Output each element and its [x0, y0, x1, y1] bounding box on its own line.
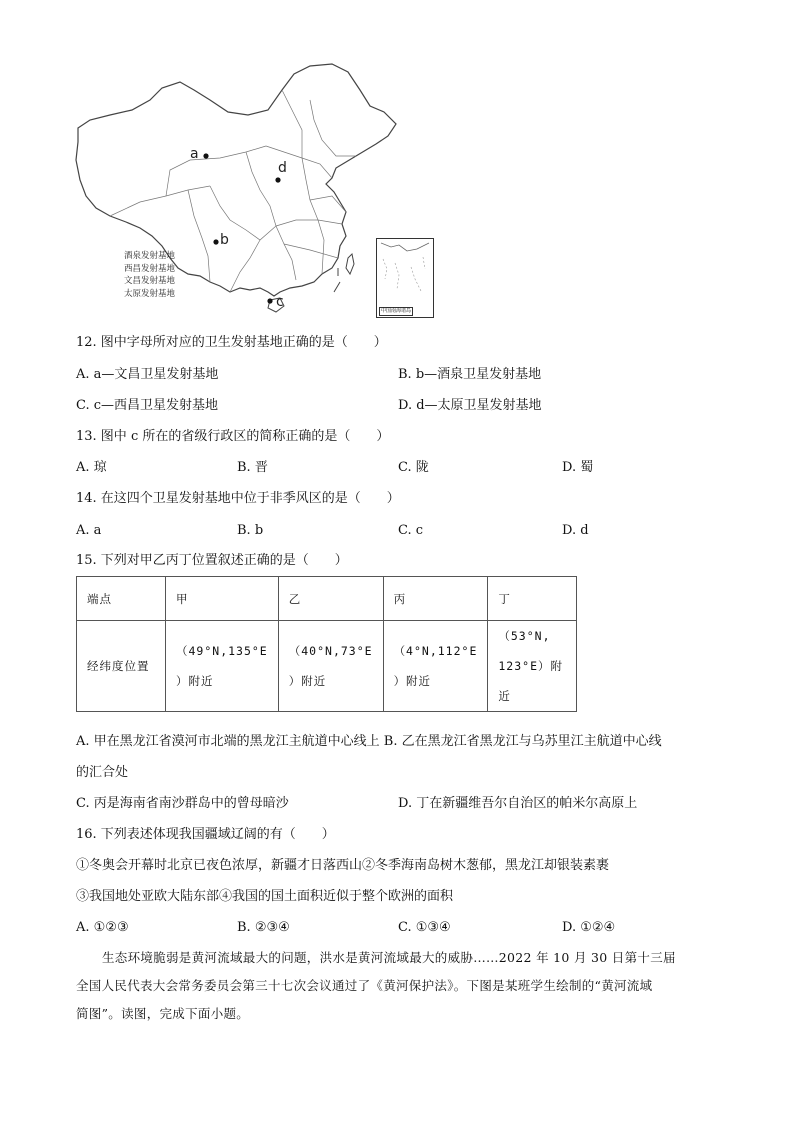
point-d: [275, 177, 280, 182]
table-header-cell: 乙: [278, 577, 383, 621]
q15-stem: 15. 下列对甲乙丙丁位置叙述正确的是（ ）: [76, 553, 348, 568]
label-c: c: [276, 294, 284, 310]
table-header-cell: 丁: [488, 577, 577, 621]
q13-option-a[interactable]: A. 琼: [76, 460, 107, 475]
legend-item: 西昌发射基地: [124, 263, 176, 274]
q12-option-d[interactable]: D. d—太原卫星发射基地: [398, 398, 542, 413]
map-legend: [124, 250, 175, 300]
q13-option-b[interactable]: B. 晋: [237, 460, 268, 475]
table-cell: （40°N,73°E ）附近: [278, 621, 383, 712]
q12-option-c[interactable]: C. c—西昌卫星发射基地: [76, 398, 219, 413]
q16-option-b[interactable]: B. ②③④: [237, 920, 290, 935]
q14-option-d[interactable]: D. d: [562, 523, 589, 538]
q16-statement-line: ③我国地处亚欧大陆东部④我国的国土面积近似于整个欧洲的面积: [76, 889, 454, 904]
q16-option-d[interactable]: D. ①②④: [562, 920, 616, 935]
q15-option-d[interactable]: D. 丁在新疆维吾尔自治区的帕米尔高原上: [398, 796, 638, 811]
q13-option-c[interactable]: C. 陇: [398, 460, 429, 475]
passage-line: 全国人民代表大会常务委员会第三十七次会议通过了《黄河保护法》。下图是某班学生绘制的“黄河流域: [76, 978, 653, 993]
q14-option-c[interactable]: C. c: [398, 523, 424, 538]
point-a: [203, 153, 208, 158]
inset-outline: [377, 239, 433, 303]
table-cell: （53°N, 123°E）附近: [488, 621, 577, 712]
table-header-cell: 丙: [383, 577, 488, 621]
q14-option-b[interactable]: B. b: [237, 523, 264, 538]
q12-option-a[interactable]: A. a—文昌卫星发射基地: [76, 367, 219, 382]
q14-stem: 14. 在这四个卫星发射基地中位于非季风区的是（ ）: [76, 491, 400, 506]
table-header-cell: 端点: [77, 577, 166, 621]
legend-item: 太原发射基地: [124, 288, 176, 299]
inset-caption: 中国南海诸岛: [381, 308, 412, 314]
q14-option-a[interactable]: A. a: [76, 523, 102, 538]
reading-passage: [76, 944, 726, 1028]
point-c: [267, 298, 272, 303]
q12-option-b[interactable]: B. b—酒泉卫星发射基地: [398, 367, 542, 382]
position-table: [76, 576, 577, 712]
china-map: [70, 60, 440, 322]
table-row-label: 经纬度位置: [77, 621, 166, 712]
table-cell: （4°N,112°E ）附近: [383, 621, 488, 712]
q16-option-a[interactable]: A. ①②③: [76, 920, 129, 935]
q13-option-d[interactable]: D. 蜀: [562, 460, 594, 475]
q16-option-c[interactable]: C. ①③④: [398, 920, 451, 935]
label-a: a: [190, 146, 199, 162]
label-d: d: [278, 160, 287, 176]
legend-item: 文昌发射基地: [124, 276, 176, 286]
taiwan-island: [346, 254, 354, 274]
table-row: [77, 621, 577, 712]
q12-stem: 12. 图中字母所对应的卫生发射基地正确的是（ ）: [76, 335, 387, 350]
q15-option-c[interactable]: C. 丙是海南省南沙群岛中的曾母暗沙: [76, 796, 289, 811]
q15-option-b-cont: 的汇合处: [76, 765, 129, 780]
south-sea-inset: [376, 238, 434, 318]
label-b: b: [220, 232, 229, 248]
q16-stem: 16. 下列表述体现我国疆域辽阔的有（ ）: [76, 827, 335, 842]
legend-item: 酒泉发射基地: [124, 251, 176, 261]
table-header-cell: 甲: [166, 577, 279, 621]
q16-statement-line: ①冬奥会开幕时北京已夜色浓厚，新疆才日落西山②冬季海南岛树木葱郁，黑龙江却银装素裹: [76, 858, 610, 873]
passage-line: 生态环境脆弱是黄河流域最大的问题，洪水是黄河流域最大的威胁……2022 年 10 月 30 日第十三届: [102, 950, 676, 965]
passage-line: 简图”。读图，完成下面小题。: [76, 1006, 250, 1021]
table-header-row: [77, 577, 577, 621]
q15-option-a-b[interactable]: A. 甲在黑龙江省漠河市北端的黑龙江主航道中心线上 B. 乙在黑龙江省黑龙江与乌苏里江主航道中心线: [76, 734, 662, 749]
q13-stem: 13. 图中 c 所在的省级行政区的简称正确的是（ ）: [76, 429, 390, 444]
point-b: [213, 239, 218, 244]
table-cell: （49°N,135°E ）附近: [166, 621, 279, 712]
